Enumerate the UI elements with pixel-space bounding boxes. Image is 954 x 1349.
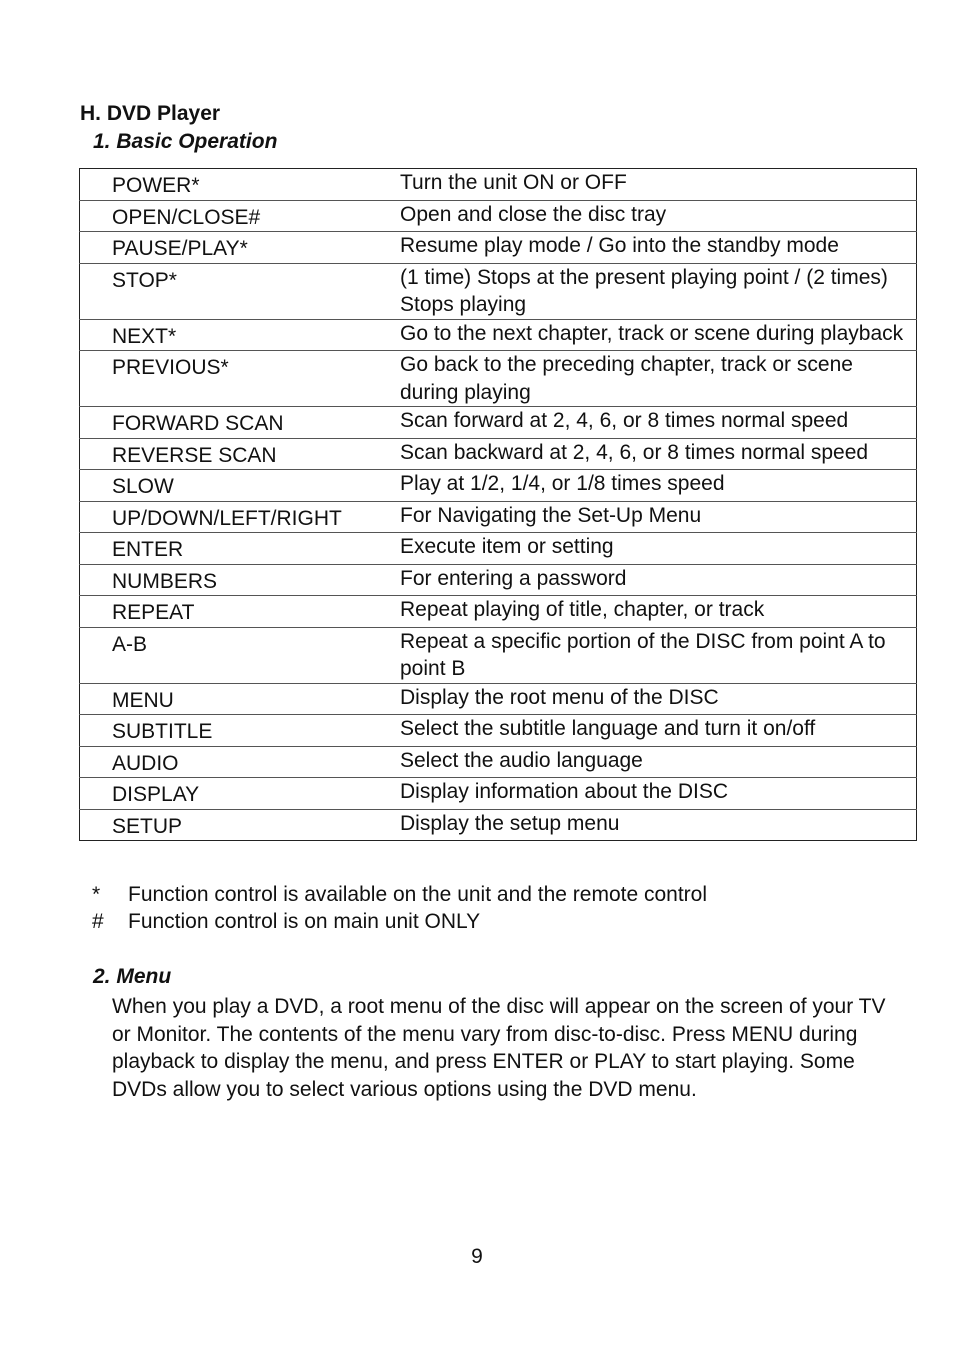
button-name-cell: SUBTITLE xyxy=(112,720,213,743)
table-row xyxy=(80,169,917,201)
function-description-cell: Resume play mode / Go into the standby mode xyxy=(400,234,839,257)
table-row xyxy=(80,715,917,747)
menu-section-title: 2. Menu xyxy=(93,965,172,988)
footnote-main-unit-only xyxy=(92,908,707,935)
button-name-cell: MENU xyxy=(112,688,174,712)
function-description-cell: Play at 1/2, 1/4, or 1/8 times speed xyxy=(400,472,725,495)
function-description-cell: Select the audio language xyxy=(400,748,643,772)
button-name-cell: ENTER xyxy=(112,538,184,561)
button-name-cell: STOP* xyxy=(112,268,177,292)
function-description-cell: For Navigating the Set-Up Menu xyxy=(400,503,702,527)
table-row xyxy=(80,596,917,628)
table-row xyxy=(80,746,917,778)
function-description-cell: Open and close the disc tray xyxy=(400,202,667,226)
table-row xyxy=(80,533,917,565)
function-description-cell: (1 time) Stops at the present playing point / (2 times) Stops playing xyxy=(400,265,888,316)
table-row xyxy=(80,470,917,502)
button-name-cell: POWER* xyxy=(112,174,200,197)
function-description-cell: Display information about the DISC xyxy=(400,780,728,803)
table-row xyxy=(80,319,917,351)
menu-section-paragraph: When you play a DVD, a root menu of the disc will appear on the screen of your TV or Monitor. The contents of the menu vary from disc-to-disc. Press MENU during playback to display the menu, and press ENTER or PLAY to start playing. Some DVDs allow you to select various options using the DVD menu. xyxy=(112,995,886,1101)
basic-operation-title: 1. Basic Operation xyxy=(93,130,278,153)
footnote-remote-and-unit xyxy=(92,881,707,908)
section-title: H. DVD Player xyxy=(80,102,221,125)
function-description-cell: Turn the unit ON or OFF xyxy=(400,171,627,194)
function-description-cell: Select the subtitle language and turn it on/off xyxy=(400,717,816,740)
button-name-cell: PREVIOUS* xyxy=(112,356,229,379)
table-row xyxy=(80,407,917,439)
button-name-cell: FORWARD SCAN xyxy=(112,412,284,435)
table-row xyxy=(80,809,917,841)
footnote-text: Function control is available on the unit and the remote control xyxy=(128,883,708,906)
function-description-cell: Go back to the preceding chapter, track or scene during playing xyxy=(400,353,853,404)
footnotes xyxy=(92,881,707,935)
button-name-cell: PAUSE/PLAY* xyxy=(112,237,248,260)
button-name-cell: OPEN/CLOSE# xyxy=(112,205,261,229)
button-name-cell: NEXT* xyxy=(112,324,177,348)
table-row xyxy=(80,438,917,470)
function-description-cell: For entering a password xyxy=(400,566,627,590)
button-name-cell: AUDIO xyxy=(112,751,179,775)
table-row xyxy=(80,200,917,232)
table-row xyxy=(80,778,917,810)
table-row xyxy=(80,564,917,596)
button-name-cell: REVERSE SCAN xyxy=(112,443,277,467)
function-description-cell: Execute item or setting xyxy=(400,535,614,558)
function-description-cell: Display the root menu of the DISC xyxy=(400,685,719,709)
button-name-cell: REPEAT xyxy=(112,601,195,624)
button-name-cell: SLOW xyxy=(112,475,174,498)
function-description-cell: Scan forward at 2, 4, 6, or 8 times normal speed xyxy=(400,409,849,432)
function-description-cell: Repeat a specific portion of the DISC from point A to point B xyxy=(400,629,886,680)
button-name-cell: NUMBERS xyxy=(112,569,218,593)
function-description-cell: Scan backward at 2, 4, 6, or 8 times normal speed xyxy=(400,440,869,464)
table-row xyxy=(80,627,917,683)
button-name-cell: UP/DOWN/LEFT/RIGHT xyxy=(112,506,342,530)
basic-operation-table xyxy=(79,168,917,841)
button-name-cell: DISPLAY xyxy=(112,783,200,806)
footnote-mark: * xyxy=(92,883,101,906)
function-description-cell: Go to the next chapter, track or scene during playback xyxy=(400,321,904,345)
table-row xyxy=(80,232,917,264)
footnote-mark: # xyxy=(92,910,104,933)
table-row xyxy=(80,683,917,715)
table-row xyxy=(80,501,917,533)
button-name-cell: A-B xyxy=(112,632,148,656)
table-row xyxy=(80,263,917,319)
function-description-cell: Display the setup menu xyxy=(400,811,620,835)
table-row xyxy=(80,351,917,407)
footnote-text: Function control is on main unit ONLY xyxy=(128,910,481,933)
function-description-cell: Repeat playing of title, chapter, or track xyxy=(400,598,765,621)
page-number: 9 xyxy=(471,1245,483,1268)
button-name-cell: SETUP xyxy=(112,814,183,838)
